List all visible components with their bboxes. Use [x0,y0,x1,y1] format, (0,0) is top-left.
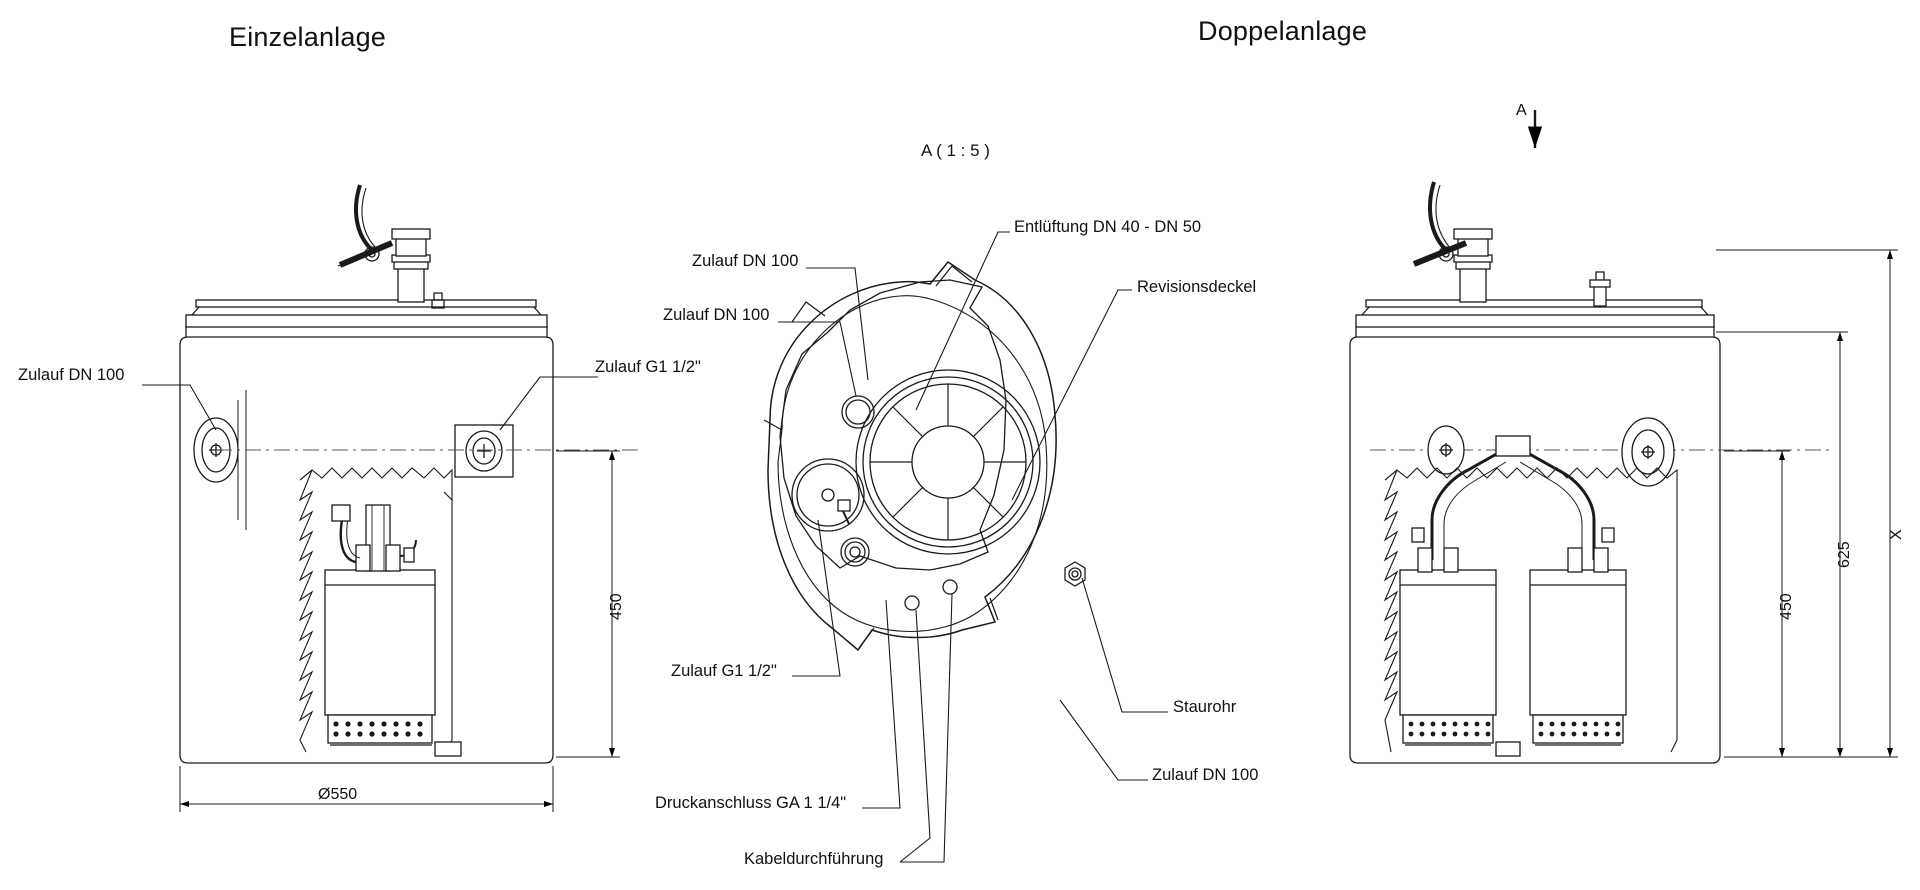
center-view-leaders [778,232,1168,862]
label-center-entlueftung: Entlüftung DN 40 - DN 50 [1014,218,1202,236]
scale-note: A ( 1 : 5 ) [921,141,990,160]
label-center-zulauf-dn100-top: Zulauf DN 100 [692,252,799,270]
label-center-kabeldurchfuehrung: Kabeldurchführung [744,850,884,868]
title-left-view: Einzelanlage [229,22,387,52]
dimension-right-450: 450 [1778,593,1795,620]
dimension-right-x: X [1888,529,1905,540]
label-center-staurohr: Staurohr [1173,698,1237,716]
label-center-revisionsdeckel: Revisionsdeckel [1137,278,1257,296]
section-marker-label: A [1516,102,1527,119]
right-view-dimensions [1716,250,1898,757]
label-center-zulauf-dn100-bottom: Zulauf DN 100 [1152,766,1259,784]
dimension-left-450: 450 [608,593,625,620]
left-view-single-unit [180,185,640,763]
label-center-zulauf-dn100-upper: Zulauf DN 100 [663,306,770,324]
right-view-double-unit [1350,182,1830,763]
title-right-view: Doppelanlage [1198,16,1368,46]
dimension-right-625: 625 [1836,541,1853,568]
label-left-zulauf-dn100: Zulauf DN 100 [18,366,125,384]
label-center-druckanschluss: Druckanschluss GA 1 1/4" [655,794,847,812]
label-center-zulauf-g1-5: Zulauf G1 1/2" [671,662,777,680]
dimension-left-diameter-550: Ø550 [318,786,358,803]
center-view-top [764,262,1085,650]
label-left-zulauf-g1-5: Zulauf G1 1/2" [595,358,701,376]
